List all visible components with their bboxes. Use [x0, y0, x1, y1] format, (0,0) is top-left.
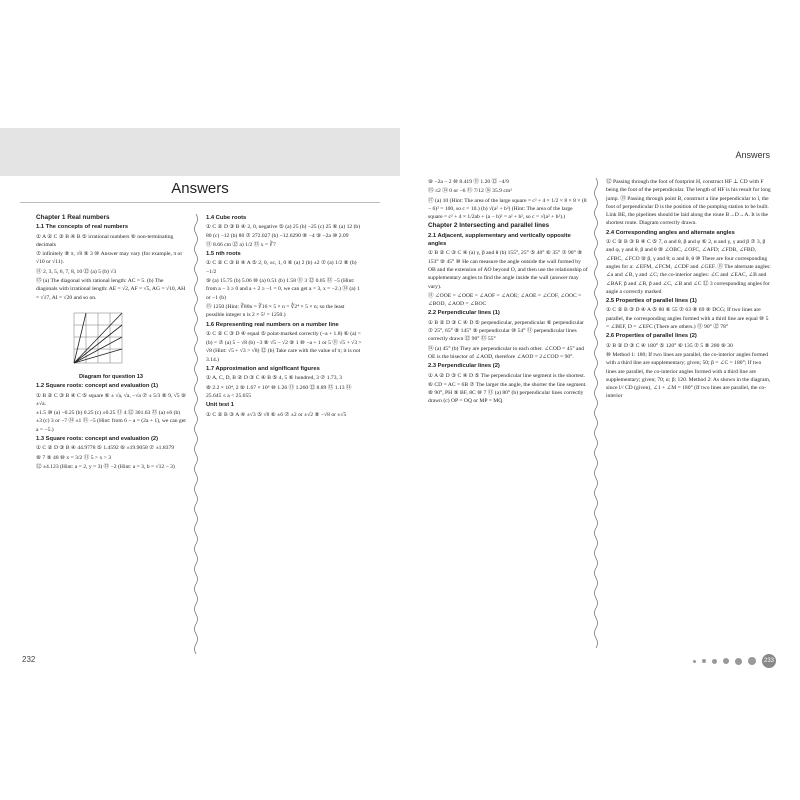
- answer-line: ⑫ ±4.123 (Hint: a = 2, y = 3) ⑬ −2 (Hint: a = 3, b = √12 − 3): [36, 463, 175, 470]
- answer-line: ⑬ ≤2 ⑭ 0 or −6 ⑮ 7/12 ⑯ 35.9 cm²: [428, 188, 512, 195]
- right-column-1: [428, 178, 588, 648]
- section-heading: 2.4 Corresponding angles and alternate angles: [606, 229, 735, 236]
- section-heading: 2.6 Properties of parallel lines (2): [606, 333, 697, 340]
- answer-line: ±1.5 ⑩ (a) −0.25 (b) 0.25 (c) ±0.25 ⑪ 4 ⑫ 301.63 ⑬ (a) ±6 (b) ±3 (c) 3 or −7 ⑭ ±1 ⑮ −5 (Hint: from 6 − a = (2a + 1), we can get a = −5.): [36, 410, 186, 433]
- answer-line: ⑪ 8.66 cm ⑫ a) 1/2 ⑬ x = ∛7: [206, 241, 276, 248]
- decor-dot: [748, 657, 756, 665]
- answer-line: ① B ② D ③ C ④ 180° ⑤ 120° ⑥ 135 ⑦ 5 ⑧ 280 ⑨ 30: [606, 342, 733, 349]
- answer-line: ⑬ (a) The diagonal with rational length: AC = 5. (b) The diagonals with irrational length: AE = √2, AF = √5, AG = √10, AH = √17, AI = √20 and so on.: [36, 278, 186, 301]
- page-number-left: 232: [22, 655, 36, 664]
- section-heading: 1.6 Representing real numbers on a number line: [206, 321, 339, 328]
- answer-line: ⑥ CD = AC = 6B ⑦ The larger the angle, the shorter the line segment. ⑧ 90°, PH ⑨ BF, 8C ⑩ 7 ⑪ (a) 80° (b) perpendicular lines correctly drawn (c) OP = OQ or MP = MQ: [428, 381, 587, 405]
- answer-line: ① C ② C ③ B ④ A ⑤ 2, 0, ±c, 1, 0 ⑥ (a) 2 (b) ±2 ⑦ (a) 1/2 ⑧ (b) −1/2: [206, 260, 357, 275]
- answer-line: ⑦ infinitely ⑧ π, √8 ⑨ 3 ⑩ Answer may vary (for example, π or √10 or √11).: [36, 251, 183, 266]
- column-divider: [192, 214, 200, 654]
- answer-line: ⑪ 2, 3, 5, 6, 7, 8, 10 ⑫ (a) 5 (b) √3: [36, 268, 117, 275]
- answer-line: ⑨ (a) 15.75 (b) 5.06 ⑩ (a) 0.51 (b) 1.58 ⑪ 3 ⑫ 0.05 ⑬ −5 (Hint: from a − 3 ≥ 0 and a + 2 ≥ −1 = 0, we can get a = 3, x = −2.) ⑭ (a) 1 or −1 (b): [206, 278, 360, 301]
- section-heading: 2.2 Perpendicular lines (1): [428, 310, 500, 317]
- answer-line: ① C ② B ③ A ④ ±√3 ⑤ √8 ⑥ ±6 ⑦ ±2 or ±√2 ⑧ −√8 or ±√5: [206, 411, 347, 418]
- section-heading: 2.1 Adjacent, supplementary and vertically opposite angles: [428, 232, 571, 248]
- answer-line: ① C ② B ③ B ④ C ⑤ 7, α and θ, β and φ ⑥ 2, α and γ, γ and β ⑦ 3, β and φ, γ and θ, β and θ ⑧ ∠OBC, ∠OFC, ∠AFD; ∠FDB, ∠FBD, ∠FBC, ∠FCO ⑨ β, γ and θ; α and θ, θ ⑩ There are four corresponding angles for a: ∠EFM, ∠FCM, ∠CDF and ∠GEF. ⑪ The alternate angles: ∠a and ∠B, γ and ∠C; the co-interior angles: ∠C and ∠EAC, ∠B and ∠BAF, β and ∠B, β and ∠C, ∠B and ∠C ⑫ 3 corresponding angles for angle a correctly marked: [606, 239, 771, 295]
- running-head: Answers: [735, 150, 770, 160]
- section-heading: 1.3 Square roots: concept and evaluation (2): [36, 436, 159, 443]
- decor-dot: [712, 659, 717, 664]
- left-column-2: [206, 214, 362, 654]
- header-band: [0, 128, 400, 176]
- section-heading: 1.4 Cube roots: [206, 215, 247, 221]
- answer-line: ① B ② C ③ C ④ (a) γ, β and θ (b) 155°, 25° ⑤ 40° ⑥ 35° ⑦ 90° ⑧ 153° ⑨ 45° ⑩ He can measure the angle outside the wall formed by OB and the extension of AO beyond O, and then use the relationship of supplementary angles to find the angle inside the wall (answer may vary).: [428, 250, 588, 290]
- unit-test-heading: Unit test 1: [206, 402, 235, 409]
- grid-diagram: [64, 305, 144, 371]
- answer-line: ⑩ Method 1: 180; If two lines are parallel, the co-interior angles formed with a third line are supplementary; given; 50; β = ∠C = 180°; If two lines are parallel, the co-interior angles formed with a third line are supplementary; given; 70; α; β; 120. Method 2: As shown in the diagram, since l// CD (given), ∠1 + ∠M = 180° (If two lines are parallel, the co-interior: [606, 351, 771, 400]
- chapter-heading: Chapter 2 Intersecting and parallel lines: [428, 222, 550, 230]
- answer-line: ⑪ ∠OOE = ∠OOE = ∠AOF = ∠AOE; ∠AOE = ∠COF, ∠OOC = ∠BOD, ∠AOD = ∠BOC: [428, 292, 582, 308]
- answer-line: ① C ② D ③ B ④ 2, 0, negative ⑤ (a) 25 (b) −25 (c) 25 ⑥ (a) 12 (b) 80 (c) −12 (b) 80 ⑦ 272.027 (b) −12.6290 ⑧ −4 ⑨ −2a ⑩ 2.09: [206, 224, 361, 239]
- section-heading: 1.7 Approximation and significant figures: [206, 366, 320, 373]
- page-dots: [693, 654, 776, 668]
- answer-line: ⑧ 7 ⑨ 48 ⑩ x = 3/2 ⑪ 5 > x > 3: [36, 454, 112, 461]
- decor-dot: [693, 660, 696, 663]
- right-column-2: [606, 178, 772, 648]
- decor-dot: [723, 658, 729, 664]
- answer-line: ① B ② D ③ C ④ D ⑤ perpendicular, perpendicular ⑥ perpendicular ⑦ 25°, 65° ⑧ 145° ⑨ perpendicular ⑩ 54° ⑪ perpendicular lines correctly drawn ⑫ 90° ⑬ 55°: [428, 319, 584, 343]
- answer-line: ① C ② C ③ D ④ equal ⑤ point-marked correctly (−a + 1.8) ⑥ (a) <: [206, 330, 361, 337]
- answer-line: ① C ② B ③ D ④ A ⑤ 80 ⑥ 55 ⑦ 63 ⑧ 69 ⑨ DCG; If two lines are parallel, the corresponding angles formed with a third line are equal ⑩ 5 = ∠BEF, D = ∠EFC (There are others.) ⑪ 90° ⑫ 78°: [606, 307, 769, 331]
- page-number-right: 233: [762, 654, 776, 668]
- answer-line: ⑫ Passing through the foot of footprint H, construct HF ⊥ CD with F being the foot of the perpendicular. The length of HF is his result for long jump. ⑬ Passing through point B, construct a line perpendicular to l, the foot of perpendicular D is the position of the pumping station to be built. Link BE, the pipelines should be laid along the route B→D→A. It is the shortest route. Diagram correctly drawn.: [606, 179, 771, 227]
- answer-line: ⑨ −2a − 2 ⑩ 8.419 ⑪ 1.20 ⑫ −4/9: [428, 179, 509, 185]
- answer-line: ① A ② D ③ C ④ D ⑤ The perpendicular line segment is the shortest.: [428, 372, 586, 379]
- decor-dot: [735, 658, 742, 665]
- answer-line: ⑧ 2.2 × 10⁴, 2 ⑨ 1.67 × 10⁵ ⑩ 1.26 ⑪ 1.260 ⑫ 8.89 ⑬ 1.13 ⑭ 25.645 ≤ a < 25.655: [206, 384, 352, 399]
- answer-line: (b) = ⑦ (a) 5 − √8 (b) −3 ⑧ √5 − √2 ⑨ 1 ⑩ −a + 1 or 5 ⑪ √5 + √3 > √8 (Hint: √5 + √3 > √8) ⑫ (b) Take care with the value of π; it is not 3.14.): [206, 340, 362, 363]
- section-heading: 2.3 Perpendicular lines (2): [428, 363, 500, 370]
- title-rule: [20, 202, 380, 203]
- left-page: [0, 128, 400, 678]
- left-column-1: [36, 214, 186, 654]
- figure-caption: Diagram for question 13: [78, 373, 144, 380]
- answer-line: ① C ② D ③ B ④ 44.9778 ⑤ 1.4592 ⑥ ±19.9058 ⑦ ±1.8379: [36, 445, 175, 452]
- answer-line: ① A ② C ③ B ④ B ⑤ irrational numbers ⑥ non-terminating decimals: [36, 233, 174, 248]
- grid-diagram-svg: [64, 305, 144, 371]
- right-page: [400, 128, 800, 678]
- answer-line: ① A, C, D, B ② D ③ C ④ B ⑤ 4, 5 ⑥ hundred, 3 ⑦ 1.73, 3: [206, 375, 343, 382]
- decor-dot: [702, 659, 706, 663]
- answer-line: ⑭ (a) 45° (b) They are perpendicular to each other. ∠COD = 45° and OE is the bisector of ∠AOD, therefore ∠AOD = 2∠COD = 90°.: [428, 345, 585, 360]
- answer-line: ① B ② C ③ B ④ C ⑤ square ⑥ ± √a, √a, −√a ⑦ ± 5/3 ⑧ 9, √5 ⑨ ±√a.: [36, 392, 186, 407]
- section-heading: 1.2 Square roots: concept and evaluation (1): [36, 383, 159, 390]
- answer-line: ⑰ (a) 10 (Hint: The area of the large square = c² + 4 × 1/2 × 8 × 8 × (8 − 6)² = 100, so c = 10.) (b) √(a² + b²) (Hint: The area of the large square = c² + 4 × 1/2ab + (a − b)² = a² + b², so c = √(a² + b²).): [428, 197, 587, 221]
- column-divider: [592, 178, 600, 648]
- section-heading: 1.1 The concepts of real numbers: [36, 224, 129, 231]
- page-title: Answers: [171, 180, 229, 197]
- section-heading: 1.5 nth roots: [206, 251, 241, 258]
- chapter-heading: Chapter 1 Real numbers: [36, 214, 110, 221]
- answer-line: ⑮ 1250 (Hint: ∛80n = ∛16 × 5 × n = ∛2⁴ × 5 × n; so the least possible integer n is 2 × 5² = 1250.): [206, 303, 345, 319]
- section-heading: 2.5 Properties of parallel lines (1): [606, 298, 697, 305]
